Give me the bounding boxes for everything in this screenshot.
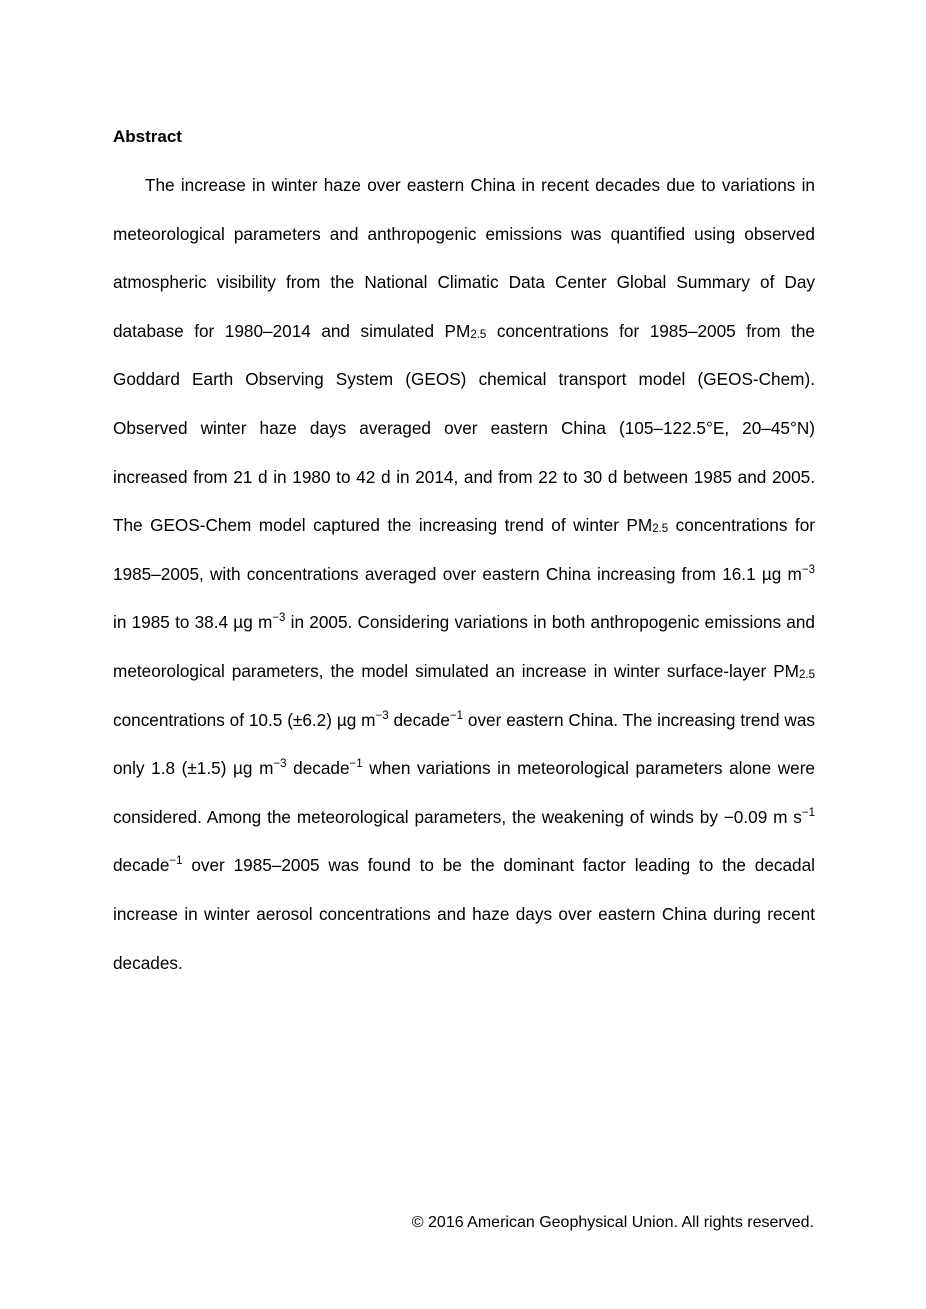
subscript: 2.5: [799, 668, 815, 681]
abstract-text-run: over 1985–2005 was found to be the dominant factor leading to the decadal increase in winter aerosol concentrations and haze days over eastern China during recent decades.: [113, 855, 815, 973]
superscript: −3: [272, 612, 286, 625]
superscript: −1: [169, 855, 183, 868]
abstract-text-run: The increase in winter haze over eastern China in recent decades due to variations in meteorological parameters and anthropogenic emissions was quantified using observed atmospheric visibility from the National Climatic Data Center Global Summary of Day database for 1980–2014 and simulated PM: [113, 175, 815, 341]
subscript: 2.5: [652, 523, 669, 536]
abstract-text-run: when variations in meteorological parameters alone were considered. Among the meteorological parameters, the weakening of winds by −0.09 m s: [113, 758, 815, 827]
superscript: −3: [801, 563, 815, 576]
abstract-text-run: over eastern China. The increasing trend was only 1.8 (±1.5) µg m: [113, 709, 815, 779]
subscript: 2.5: [470, 328, 487, 341]
abstract-text-run: in 1985 to 38.4 µg m: [113, 612, 273, 633]
abstract-text-run: in 2005. Considering variations in both anthropogenic emissions and meteorological parameters, the model simulated an increase in winter surface-layer PM: [113, 612, 815, 681]
abstract-text-run: decade: [388, 709, 450, 730]
superscript: −1: [349, 758, 363, 771]
superscript: −1: [449, 709, 464, 722]
abstract-text-run: concentrations for 1985–2005, with concentrations averaged over eastern China increasing from 16.1 µg m: [113, 515, 815, 584]
superscript: −1: [801, 806, 815, 819]
abstract-text-run: concentrations of 10.5 (±6.2) µg m: [113, 709, 376, 730]
abstract-text-run: decade: [113, 855, 170, 876]
superscript: −3: [273, 758, 287, 771]
abstract-text-run: concentrations for 1985–2005 from the Goddard Earth Observing System (GEOS) chemical transport model (GEOS-Chem). Observed winter haze days averaged over eastern China (105–122.5°E, 20–45°N) increased from 21 d in 1980 to 42 d in 2014, and from 22 to 30 d between 1985 and 2005. The GEOS-Chem model captured the increasing trend of winter PM: [113, 320, 815, 536]
superscript: −3: [375, 709, 389, 722]
abstract-paragraph: [113, 161, 815, 987]
copyright-footer: © 2016 American Geophysical Union. All rights reserved.: [411, 1214, 814, 1231]
abstract-text-run: decade: [286, 758, 350, 779]
abstract-heading: Abstract: [113, 127, 182, 146]
